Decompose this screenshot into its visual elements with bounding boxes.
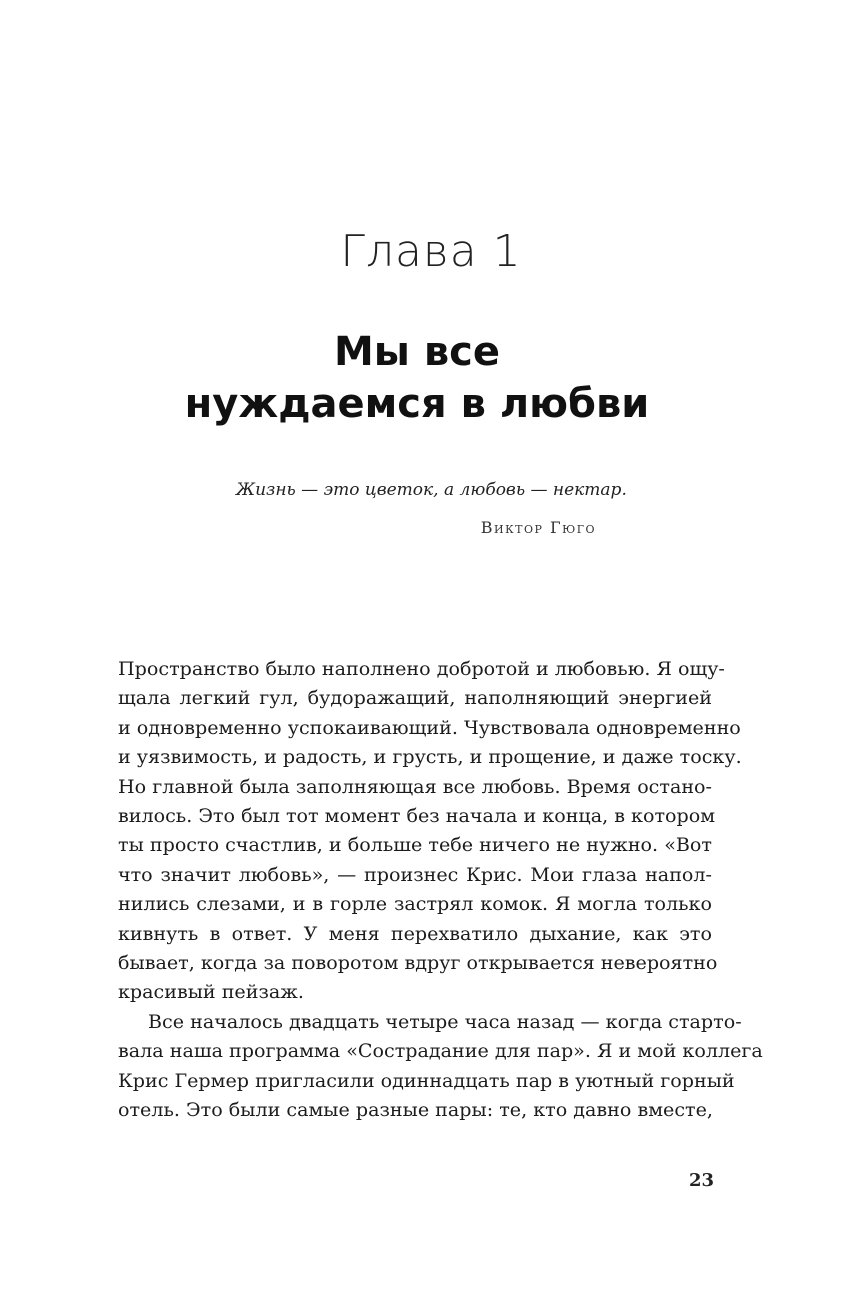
text-line: вилось. Это был тот момент без начала и конца, в котором: [118, 804, 716, 828]
text-line: Но главной была заполняющая все любовь. Время остано-: [118, 774, 712, 798]
text-line: и уязвимость, и радость, и грусть, и прощение, и даже тоску.: [118, 745, 742, 769]
text-line: красивый пейзаж.: [118, 980, 304, 1004]
text-line: вала наша программа «Сострадание для пар». Я и мой коллега: [118, 1039, 763, 1063]
text-line: что значит любовь», — произнес Крис. Мои глаза напол-: [118, 862, 712, 886]
text-line: Крис Гермер пригласили одиннадцать пар в уютный горный: [118, 1068, 735, 1092]
page-number: 23: [688, 1170, 714, 1191]
text-line: Пространство было наполнено добротой и любовью. Я ощу-: [118, 657, 725, 680]
text-line: и одновременно успокаивающий. Чувствовала одновременно: [118, 715, 741, 739]
body-text: [118, 654, 763, 1125]
text-line: отель. Это были самые разные пары: те, кто давно вместе,: [118, 1098, 713, 1122]
chapter-title-line: Мы все: [333, 329, 501, 375]
epigraph-author: Виктор Гюго: [480, 518, 596, 537]
chapter-label: Глава 1: [340, 226, 522, 277]
text-line: нились слезами, и в горле застрял комок. Я могла только: [118, 892, 712, 916]
chapter-title: [0, 326, 834, 430]
text-line: бывает, когда за поворотом вдруг открывается невероятно: [118, 951, 718, 975]
text-line: ты просто счастлив, и больше тебе ничего не нужно. «Вот: [118, 833, 712, 857]
epigraph-quote: Жизнь — это цветок, а любовь — нектар.: [236, 480, 627, 500]
text-line: кивнуть в ответ. У меня перехватило дыхание, как это: [118, 921, 712, 945]
chapter-title-line: нуждаемся в любви: [184, 381, 650, 427]
text-line: Все началось двадцать четыре часа назад — когда старто-: [148, 1009, 742, 1033]
text-line: щала легкий гул, будоражащий, наполняющий энергией: [118, 686, 712, 710]
